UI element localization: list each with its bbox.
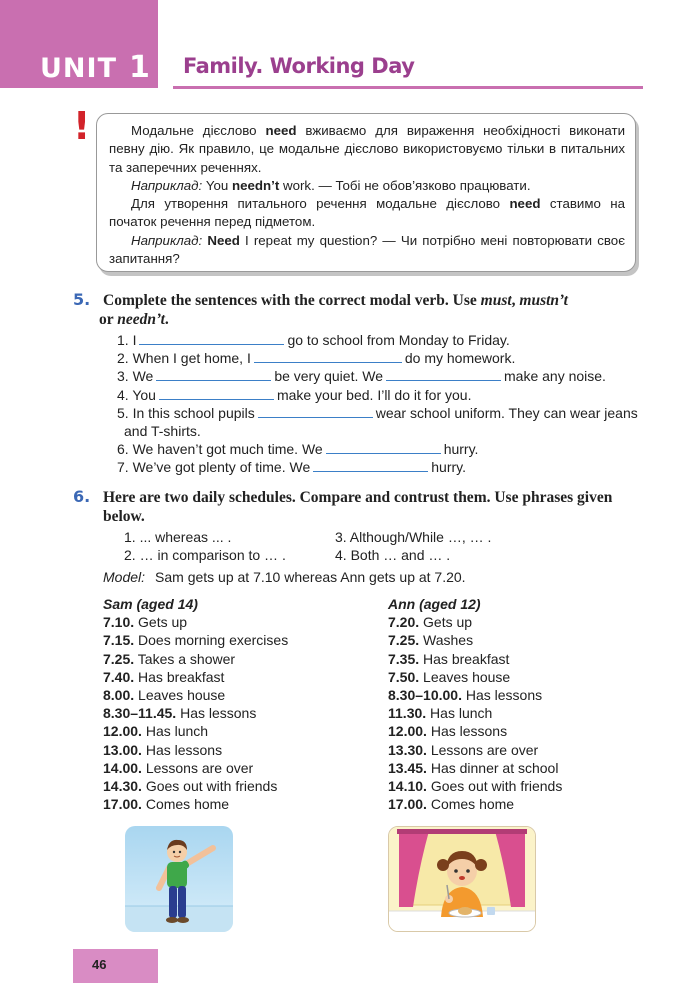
phrase-2: 2. … in comparison to … . — [124, 547, 286, 563]
sentence-6: 6. We haven’t got much time. We hurry. — [117, 441, 479, 458]
sentence-2: 2. When I get home, I do my homework. — [117, 350, 516, 367]
schedule-row: 7.25. Washes — [388, 632, 474, 649]
exercise-6-number: 6. — [73, 487, 91, 506]
sam-heading: Sam (aged 14) — [103, 596, 198, 612]
answer-blank[interactable] — [313, 461, 428, 472]
answer-blank[interactable] — [139, 334, 284, 345]
ann-schedule — [388, 595, 562, 813]
page-title: Family. Working Day — [183, 54, 415, 78]
title-underline — [173, 86, 643, 89]
schedule-row: 8.30–10.00. Has lessons — [388, 687, 543, 704]
schedule-row: 7.10. Gets up — [103, 614, 188, 631]
unit-number: 1 — [128, 50, 151, 85]
schedule-row: 12.00. Has lunch — [103, 723, 209, 740]
schedule-row: 7.50. Leaves house — [388, 668, 511, 685]
phrase-4: 4. Both … and … . — [335, 547, 451, 563]
schedule-row: 8.30–11.45. Has lessons — [103, 705, 257, 722]
note-paragraph-1: Модальне дієслово need вживаємо для вираження необхідності виконати певну дію. Як правило, це модальне дієслово використовуємо тільки в питальних та заперечних реченнях. — [109, 123, 626, 175]
answer-blank[interactable] — [159, 389, 274, 400]
schedule-row: 7.35. Has breakfast — [388, 650, 510, 667]
exercise-5-sentences — [117, 331, 657, 477]
sentence-4: 4. You make your bed. I’ll do it for you. — [117, 386, 472, 403]
answer-blank[interactable] — [258, 407, 373, 418]
page-number: 46 — [92, 957, 107, 972]
note-example-2: Наприклад: Need I repeat my question? — Чи потрібно мені повторювати своє запитання? — [109, 232, 625, 267]
exclamation-icon: ! — [73, 104, 91, 148]
boy-exercising-illustration — [125, 826, 233, 932]
schedule-row: 11.30. Has lunch — [388, 705, 493, 722]
schedule-row: 7.25. Takes a shower — [103, 650, 236, 667]
sentence-5: 5. In this school pupils wear school uniform. They can wear jeans — [117, 404, 638, 421]
exercise-6-instruction: Here are two daily schedules. Compare and contrust them. Use phrases given below. — [103, 489, 613, 525]
schedule-row: 13.30. Lessons are over — [388, 741, 539, 758]
sam-schedule — [103, 595, 288, 813]
sentence-5-continued: and T-shirts. — [124, 423, 201, 440]
schedule-row: 14.10. Goes out with friends — [388, 778, 563, 795]
exercise-5-instruction: Complete the sentences with the correct modal verb. Use must, mustn’t or needn’t. — [99, 292, 568, 328]
schedule-row: 7.15. Does morning exercises — [103, 632, 289, 649]
phrase-3: 3. Although/While …, … . — [335, 529, 492, 545]
sentence-3: 3. We be very quiet. We make any noise. — [117, 368, 606, 385]
answer-blank[interactable] — [326, 443, 441, 454]
schedule-row: 17.00. Comes home — [388, 796, 515, 813]
schedule-row: 14.30. Goes out with friends — [103, 778, 278, 795]
schedule-row: 7.40. Has breakfast — [103, 668, 225, 685]
page-number-badge — [73, 949, 158, 983]
unit-label — [40, 50, 151, 85]
girl-icon — [389, 827, 535, 931]
ann-heading: Ann (aged 12) — [388, 596, 481, 612]
boy-icon — [125, 826, 233, 932]
model-sentence: Model: Sam gets up at 7.10 whereas Ann gets up at 7.20. — [103, 569, 466, 585]
grammar-note — [96, 113, 636, 272]
unit-word: UNIT — [40, 53, 117, 84]
schedule-row: 17.00. Comes home — [103, 796, 230, 813]
note-paragraph-2: Для утворення питального речення модальне дієслово need ставимо на початок речення перед підметом. — [109, 196, 625, 230]
answer-blank[interactable] — [156, 370, 271, 381]
schedule-row: 12.00. Has lessons — [388, 723, 508, 740]
schedule-row: 8.00. Leaves house — [103, 687, 226, 704]
girl-breakfast-illustration — [388, 826, 536, 932]
phrase-1: 1. ... whereas ... . — [124, 529, 232, 545]
exercise-5-number: 5. — [73, 290, 91, 309]
schedule-row: 14.00. Lessons are over — [103, 759, 254, 776]
sentence-7: 7. We’ve got plenty of time. We hurry. — [117, 459, 466, 476]
answer-blank[interactable] — [386, 370, 501, 381]
schedule-row: 7.20. Gets up — [388, 614, 473, 631]
schedule-row: 13.45. Has dinner at school — [388, 759, 559, 776]
schedule-row: 13.00. Has lessons — [103, 741, 223, 758]
note-example-1: Наприклад: You needn’t work. — Тобі не обов’язково працювати. — [131, 177, 531, 193]
sentence-1: 1. I go to school from Monday to Friday. — [117, 332, 510, 348]
answer-blank[interactable] — [254, 352, 402, 363]
